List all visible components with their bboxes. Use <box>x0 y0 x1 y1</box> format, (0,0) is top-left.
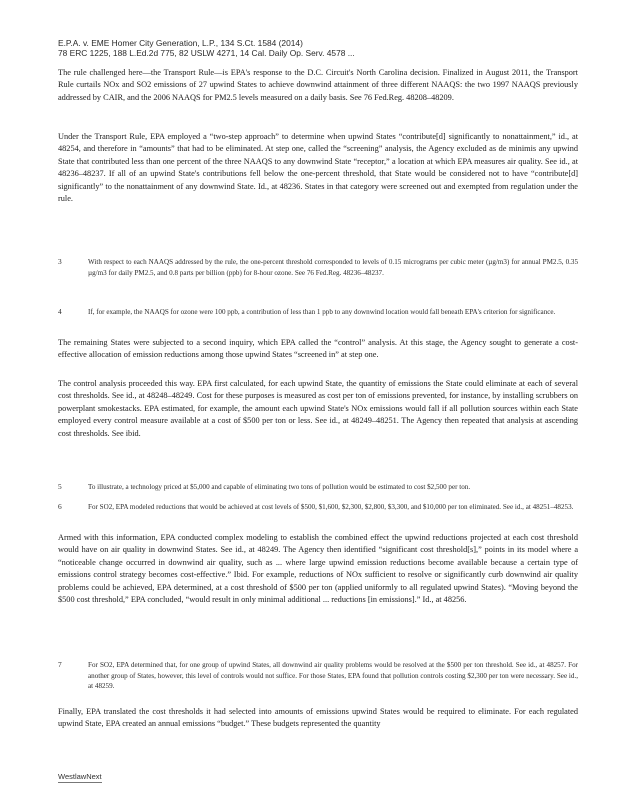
paragraph-transport-rule-intro: The rule challenged here—the Transport Rule—is EPA's response to the D.C. Circuit's North Carolina decision. Finalized in August 2011, the Transport Rule curtails NOx and SO2 emissions of 27 upwind States to achieve downwind attainment of three different NAAQS: the two 1997 NAAQS previously addressed by CAIR, and the 2006 NAAQS for PM2.5 levels measured on a daily basis. See 76 Fed.Reg. 48208–48209. <box>58 68 578 102</box>
citation-line-2: 78 ERC 1225, 188 L.Ed.2d 775, 82 USLW 4271, 14 Cal. Daily Op. Serv. 4578 ... <box>58 48 355 58</box>
paragraph-air-quality-modeling: Armed with this information, EPA conducted complex modeling to establish the combined effect the upwind reductions projected at each cost threshold would have on air quality in downwind States. See id., at 48249. The Agency then identified “significant cost threshold[s],” points in its model where a “noticeable change occurred in downwind air quality, such as ... where large upwind emission reductions become available because a certain type of emissions control strategy becomes cost-effective.” Ibid. For example, reductions of NOx sufficient to resolve or significantly curb downwind air quality problems could be achieved, EPA determined, at a cost threshold of $500 per ton (applied uniformly to all regulated upwind States). “Moving beyond the $500 cost threshold,” EPA concluded, “would result in only minimal additional ... reductions [in emissions].” Id., at 48256. <box>58 533 578 605</box>
footnote-6 <box>58 502 578 513</box>
footnote-3-text: With respect to each NAAQS addressed by the rule, the one-percent threshold corresponded to levels of 0.15 micrograms per cubic meter (µg/m3) for annual PM2.5, 0.35 µg/m3 for daily PM2.5, and 0.8 parts per billion (ppb) for 8-hour ozone. See 76 Fed.Reg. 48236–48237. <box>88 258 578 277</box>
footnote-7-number: 7 <box>58 660 62 669</box>
footnote-4-number: 4 <box>58 307 62 316</box>
paragraph-two-step-approach: Under the Transport Rule, EPA employed a “two-step approach” to determine when upwind States “contribute[d] significantly to nonattainment,” id., at 48254, and therefore in “amounts” that had to be eliminated. At step one, called the “screening” analysis, the Agency excluded as de minimis any upwind State that contributed less than one percent of the three NAAQS to any downwind State “receptor,” a location at which EPA measures air quality. See id., at 48236–48237. If all of an upwind State's contributions fell below the one-percent threshold, that State would be considered not to have “contribute[d] significantly” to the nonattainment of any downwind State. Id., at 48236. States in that category were screened out and exempted from regulation under the rule. <box>58 132 578 204</box>
paragraph-control-analysis-method: The control analysis proceeded this way. EPA first calculated, for each upwind State, the quantity of emissions the State could eliminate at each of several cost thresholds. See id., at 48248–48249. Cost for these purposes is measured as cost per ton of emissions prevented, for instance, by installing scrubbers on powerplant smokestacks. EPA estimated, for example, the amount each upwind State's NOx emissions would fall if all pollution sources within each State employed every control measure available at a cost of $500 per ton or less. See id., at 48249–48251. The Agency then repeated that analysis at ascending cost thresholds. See ibid. <box>58 379 578 438</box>
footnote-3 <box>58 257 578 278</box>
footnote-6-text: For SO2, EPA modeled reductions that would be achieved at cost levels of $500, $1,600, $2,300, $2,800, $3,300, and $10,000 per ton eliminated. See id., at 48251–48253. <box>88 503 574 511</box>
paragraph-emissions-budget: Finally, EPA translated the cost thresholds it had selected into amounts of emissions upwind States would be required to eliminate. For each regulated upwind State, EPA created an annual emissions “budget.” These budgets represented the quantity <box>58 707 578 729</box>
footnote-6-number: 6 <box>58 502 62 511</box>
footer-brand: WestlawNext <box>58 772 102 781</box>
footnote-5-number: 5 <box>58 482 62 491</box>
footnote-7 <box>58 660 578 692</box>
footnote-4-text: If, for example, the NAAQS for ozone were 100 ppb, a contribution of less than 1 ppb to any downwind location would fall beneath EPA's criterion for significance. <box>88 308 556 316</box>
footnote-3-number: 3 <box>58 257 62 266</box>
footnote-5 <box>58 482 578 493</box>
footnote-5-text: To illustrate, a technology priced at $5,000 and capable of eliminating two tons of pollution would be estimated to cost $2,500 per ton. <box>88 483 471 491</box>
citation-line-1: E.P.A. v. EME Homer City Generation, L.P., 134 S.Ct. 1584 (2014) <box>58 38 303 48</box>
footnote-7-text: For SO2, EPA determined that, for one group of upwind States, all downwind air quality problems would be resolved at the $500 per ton threshold. See id., at 48257. For another group of States, however, this level of controls would not suffice. For those States, EPA found that pollution controls costing $2,300 per ton were necessary. See id., at 48259. <box>88 661 578 691</box>
case-citation-header <box>58 38 578 58</box>
footnote-4 <box>58 307 578 318</box>
paragraph-control-analysis-intro: The remaining States were subjected to a second inquiry, which EPA called the “control” analysis. At this stage, the Agency sought to generate a cost-effective allocation of emission reductions among those upwind States “screened in” at step one. <box>58 338 578 360</box>
